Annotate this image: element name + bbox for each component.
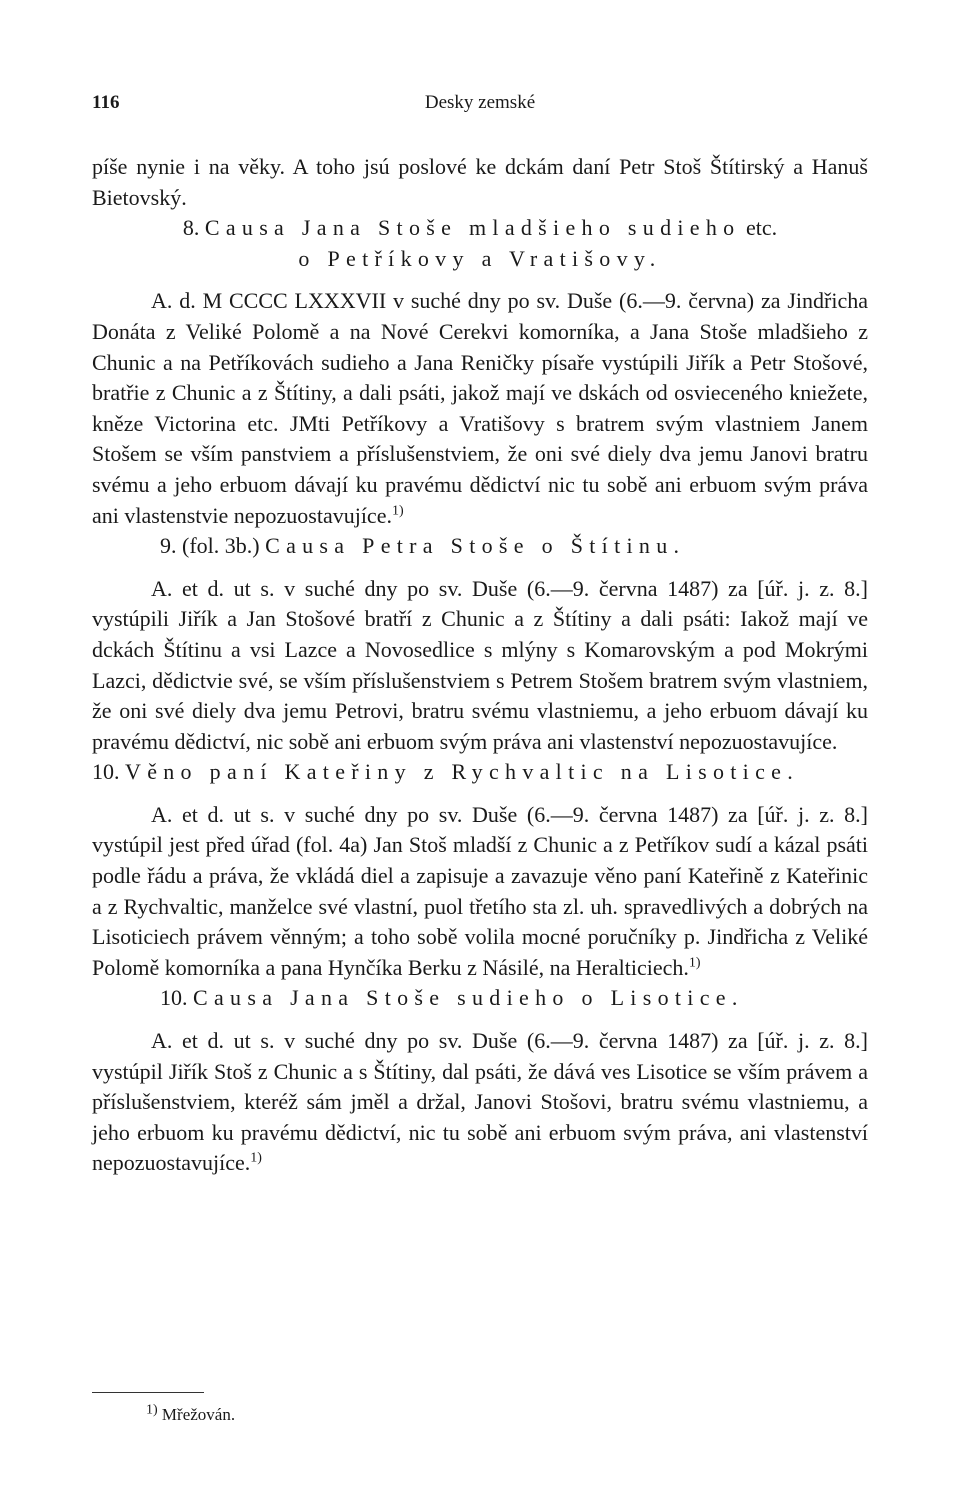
footnote-reference: 1) [250, 1151, 262, 1167]
paragraph-text: A. et d. ut s. v suché dny po sv. Duše (6.—9. června 1487) za [úř. j. z. 8.] vystúpili Jiřík a Jan Stošové bratří z Chunic a z Štítiny a dali psáti: Iakož mají ve dckách Štítinu a vsi Lazce a Novosedlice s mlýny s Komarovským a pod Mokrými Lazci, dědictvie své, se vším příslušenstviem s Petrem Stošem bratrem svým vlastniem, že oni své diely dva jemu Petrovi, bratru svému vlastniemu, a jeho erbuom dávají ku pravému dědictví, nic sobě ani erbuom svým práva ani vlastenství nepozuostavujíce. [92, 575, 868, 754]
section-suffix: etc. [745, 215, 778, 241]
section-title: Causa Jana Stoše mladšieho sudieho [204, 215, 741, 241]
running-head: Desky zemské [424, 92, 536, 113]
text-body [92, 152, 868, 1179]
section-heading [92, 531, 868, 562]
section-title: Causa Jana Stoše sudieho o Lisotice. [193, 985, 744, 1011]
paragraph [92, 286, 868, 531]
footnote-mark: 1) [146, 1402, 158, 1418]
section-number: 8. [182, 215, 200, 241]
footnote-reference: 1) [688, 955, 701, 971]
footnote-rule [92, 1392, 204, 1393]
paragraph [92, 574, 868, 758]
section-title: o Petříkovy a Vratišovy. [298, 245, 662, 271]
section-title: Věno paní Kateřiny z Rychvaltic na Lisotice. [125, 759, 800, 785]
section-heading [92, 213, 868, 244]
footnote [146, 1404, 235, 1426]
section-title: Causa Petra Stoše o Štítinu. [265, 533, 686, 559]
section-heading [92, 244, 868, 275]
paragraph [92, 152, 868, 213]
page-number: 116 [92, 92, 120, 113]
section-heading [92, 983, 868, 1014]
footnote-text: Mřežován. [161, 1405, 236, 1424]
folio-reference: (fol. 3b.) [182, 533, 260, 559]
section-heading [92, 757, 868, 788]
paragraph-text: A. et d. ut s. v suché dny po sv. Duše (6.—9. června 1487) za [úř. j. z. 8.] vystúpil Jiřík Stoš z Chunic a s Štítiny, dal psáti, že dává ves Lisotice se vším právem a příslušenstviem, kteréž sám jměl a držal, Janovi Stošovi, bratru svému vlastniemu, a jeho erbuom ku pravému dědictví, nic tu sobě ani erbuom svým práva, ani vlastenství nepozuostavujíce. [92, 1028, 868, 1176]
section-number: 10. [160, 985, 188, 1011]
paragraph-text: A. d. M CCCC LXXXVII v suché dny po sv. Duše (6.—9. června) za Jindřicha Donáta z Veliké Polomě a na Nové Cerekvi komorníka, a Jana Stoše mladšieho z Chunic a na Petříkovách sudieho a Jana Reničky písaře vystúpili Jiřík a Petr Stošové, bratřie z Chunic a z Štítiny, a dali psáti, jakož mají ve dskách od osvieceného kniežete, kněze Victorina etc. JMti Petříkovy a Vratišovy s bratrem svým vlastniem Janem Stošem se vším panstviem a příslušenstviem, že oni své diely dva jemu Janovi bratru svému a jeho erbuom dávají ku pravému dědictví nic tu sobě ani erbuom svým práva ani vlastenstvie nepozuostavujíce. [92, 288, 868, 528]
paragraph [92, 1026, 868, 1179]
footnote-reference: 1) [391, 503, 404, 519]
paragraph-text: píše nynie i na věky. A toho jsú poslové ke dckám daní Petr Stoš Štítirský a Hanuš Bietovský. [92, 154, 868, 210]
section-number: 9. [160, 533, 177, 559]
paragraph [92, 800, 868, 984]
section-number: 10. [92, 759, 120, 785]
paragraph-text: A. et d. ut s. v suché dny po sv. Duše (6.—9. června 1487) za [úř. j. z. 8.] vystúpil jest před úřad (fol. 4a) Jan Stoš mladší z Chunic a z Petříkov sudí a kázal psáti podle řádu a práva, že vkládá diel a zapisuje a zavazuje věno paní Kateřině z Kateřinic a z Rychvaltic, manželce své vlastní, puol třetího sta zl. uh. spravedlivých a dobrých na Lisoticiech právem věnným; a toho sobě volila mocné poručníky p. Jindřicha z Veliké Polomě komorníka a pana Hynčíka Berku z Násilé, na Heralticiech. [92, 801, 868, 980]
page-header [92, 92, 868, 118]
